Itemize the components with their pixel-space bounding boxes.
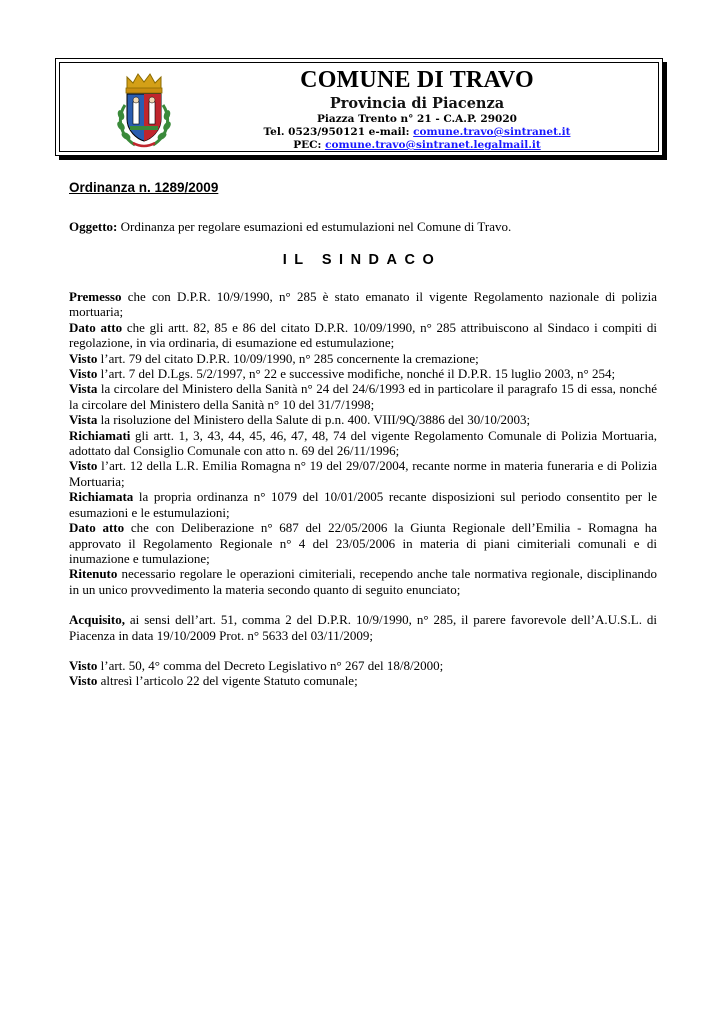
clause — [69, 658, 657, 673]
letterhead — [55, 58, 663, 156]
mayor-heading: IL SINDACO — [282, 252, 442, 268]
clause-lead: Richiamati — [69, 427, 131, 443]
clause-lead: Dato atto — [69, 520, 125, 536]
clause — [69, 612, 657, 643]
address-line: Piazza Trento n° 21 - C.A.P. 29020 — [317, 113, 517, 125]
clause — [69, 566, 657, 597]
tel-label: Tel. 0523/950121 e-mail: — [263, 126, 414, 138]
clause-lead: Richiamata — [69, 489, 134, 505]
letterhead-inner-border — [59, 62, 659, 152]
clause-lead: Acquisito, — [69, 612, 125, 628]
paragraph-gap — [69, 597, 657, 612]
clause-text: la risoluzione del Ministero della Salute di p.n. 400. VIII/9Q/3886 del 30/10/2003; — [97, 412, 531, 428]
clause-text: che con Deliberazione n° 687 del 22/05/2006 la Giunta Regionale dell’Emilia - Romagna ha approvato il Regolamento Regionale n° 4 del 23/05/2006 in materia di piani cimiteriali comunali e di inumazione e tumulazione; — [69, 520, 657, 566]
clause — [69, 366, 657, 381]
clause-text: che con D.P.R. 10/9/1990, n° 285 è stato emanato il vigente Regolamento nazionale di polizia mortuaria; — [69, 289, 657, 320]
ordinance-number: Ordinanza n. 1289/2009 — [69, 180, 219, 195]
paragraph-gap — [69, 643, 657, 658]
clause-text: necessario regolare le operazioni cimiteriali, recependo anche tale normativa regionale, disciplinando in un unico provvedimento la materia secondo quanto di seguito enunciato; — [69, 566, 657, 597]
clause — [69, 520, 657, 566]
clause-text: che gli artt. 82, 85 e 86 del citato D.P.R. 10/09/1990, n° 285 attribuiscono al Sindaco i compiti di regolazione, in via ordinaria, di esumazione ed estumulazione; — [69, 319, 657, 351]
clause — [69, 673, 657, 688]
clause — [69, 489, 657, 520]
clause-lead: Visto — [69, 657, 98, 673]
town-name: COMUNE DI TRAVO — [300, 67, 534, 93]
clause-lead: Visto — [69, 673, 98, 689]
letterhead-text — [180, 67, 654, 152]
clause-lead: Vista — [69, 412, 98, 428]
clause-text: l’art. 50, 4° comma del Decreto Legislativo n° 267 del 18/8/2000; — [97, 657, 444, 673]
pec-link[interactable]: comune.travo@sintranet.legalmail.it — [325, 139, 541, 151]
clause — [69, 351, 657, 366]
clause-text: ai sensi dell’art. 51, comma 2 del D.P.R. 10/9/1990, n° 285, il parere favorevole dell’A.U.S.L. di Piacenza in data 19/10/2009 Prot. n° 5633 del 03/11/2009; — [69, 612, 657, 643]
clause-lead: Dato atto — [69, 319, 123, 335]
clause — [69, 412, 657, 427]
pec-label: PEC: — [293, 139, 326, 151]
clause-text: l’art. 12 della L.R. Emilia Romagna n° 19 del 29/07/2004, recante norme in materia funeraria e di Polizia Mortuaria; — [69, 458, 657, 489]
clause — [69, 289, 657, 320]
clause-lead: Visto — [69, 458, 98, 474]
clause-text: l’art. 79 del citato D.P.R. 10/09/1990, n° 285 concernente la cremazione; — [97, 350, 479, 366]
clause-text: l’art. 7 del D.Lgs. 5/2/1997, n° 22 e successive modifiche, nonché il D.P.R. 15 luglio 2003, n° 254; — [97, 366, 616, 382]
clause — [69, 428, 657, 459]
subject-label: Oggetto: — [69, 219, 118, 234]
clauses-block — [69, 289, 657, 689]
subject-text: Ordinanza per regolare esumazioni ed estumulazioni nel Comune di Travo. — [117, 219, 512, 234]
clause-lead: Ritenuto — [69, 566, 118, 582]
clause-lead: Visto — [69, 366, 98, 382]
subject-line — [69, 219, 511, 235]
clause — [69, 458, 657, 489]
clause-text: gli artt. 1, 3, 43, 44, 45, 46, 47, 48, 74 del vigente Regolamento Comunale di Polizia Mortuaria, adottato dal Consiglio Comunale con atto n. 69 del 26/11/1996; — [69, 427, 657, 459]
province-name: Provincia di Piacenza — [329, 95, 505, 112]
clause — [69, 381, 657, 412]
clause-lead: Vista — [69, 381, 98, 397]
clause-text: la propria ordinanza n° 1079 del 10/01/2005 recante disposizioni sul periodo consentito per le esumazioni e le estumulazioni; — [69, 489, 657, 520]
clause-text: la circolare del Ministero della Sanità n° 24 del 24/6/1993 ed in particolare il paragrafo 15 di essa, nonché la circolare del Ministero della Sanità n° 10 del 31/7/1998; — [69, 381, 657, 412]
clause-text: altresì l’articolo 22 del vigente Statuto comunale; — [97, 673, 358, 689]
coat-of-arms-icon — [113, 69, 175, 149]
email-link[interactable]: comune.travo@sintranet.it — [413, 126, 571, 138]
clause-lead: Visto — [69, 350, 98, 366]
clause-lead: Premesso — [69, 289, 122, 304]
contact-line — [180, 126, 654, 139]
pec-line — [180, 139, 654, 152]
clause — [69, 320, 657, 351]
